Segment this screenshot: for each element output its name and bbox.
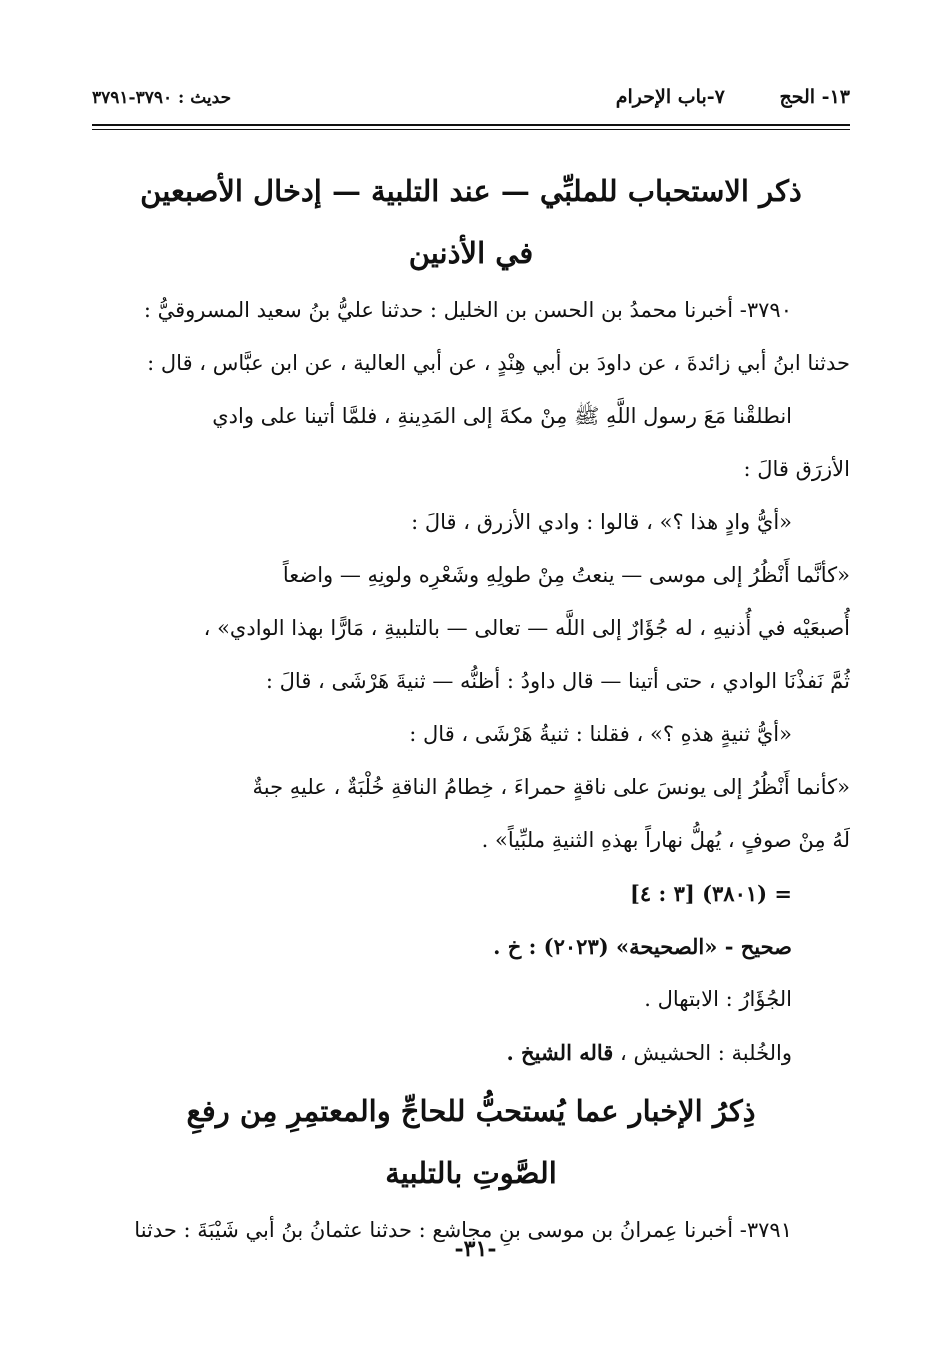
running-head-right — [616, 86, 850, 108]
gloss-line — [92, 1026, 850, 1080]
page-number: -٣١- — [454, 1236, 497, 1262]
gloss-text: والخُلبة : الحشيش ، — [613, 1041, 792, 1065]
isnad-line: ٣٧٩٠- أخبرنا محمدُ بن الحسن بن الخليل : حدثنا عليُّ بنُ سعيد المسروقيُّ : — [143, 298, 792, 322]
hadith-range: حديث : ٣٧٩٠-٣٧٩١ — [92, 88, 232, 108]
matn-line: لَهُ مِنْ صوفٍ ، يُهلُّ نهاراً بهذهِ الثنيةِ ملبِّياً» . — [481, 828, 850, 852]
matn-line: «أيُّ ثنيةٍ هذهِ ؟» ، فقلنا : ثنيةُ هَرْشَى ، قال : — [409, 722, 792, 746]
matn-line: الأزرَق قالَ : — [743, 457, 850, 481]
heading-line: في الأذنين — [408, 236, 534, 270]
header-rule-thin — [92, 129, 850, 130]
gloss-attribution: قاله الشيخ . — [506, 1040, 614, 1065]
cross-reference: = (٣٨٠١) [٣ : ٤] — [629, 881, 792, 906]
chapter-heading-2 — [92, 1080, 850, 1204]
page-body — [92, 160, 850, 1257]
running-head — [92, 86, 850, 120]
matn-line: أُصبعَيْه في أُذنيهِ ، له جُؤَارٌ إلى اللَّه — تعالى — بالتلبيةِ ، مَارًّا بهذا الوادي» ، — [203, 616, 850, 640]
isnad-line: حدثنا ابنُ أبي زائدةَ ، عن داودَ بن أبي هِنْدٍ ، عن أبي العالية ، عن ابن عبَّاس ، قال : — [147, 351, 850, 375]
grading-note: صحيح - «الصحيحة» (٢٠٢٣) : خ . — [493, 934, 792, 959]
heading-line: الصَّوتِ بالتلبية — [385, 1156, 557, 1190]
heading-line: ذِكرُ الإخبار عما يُستحبُّ للحاجِّ والمعتمِرِ مِن رفعِ — [186, 1094, 756, 1128]
matn-line: «كأنَّما أَنْظُرُ إلى موسى — ينعتُ مِنْ طولِهِ وشَعْرِه ولونِهِ — واضعاً — [282, 563, 850, 587]
matn-line: انطلقْنا مَعَ رسول اللَّهِ ﷺ مِنْ مكةَ إلى المَدِينةِ ، فلمَّا أتينا على وادي — [212, 404, 792, 428]
hadith-3790 — [92, 284, 850, 1080]
gloss-line: الجُؤَارُ : الابتهال . — [644, 987, 792, 1011]
matn-line: «كأنما أَنْظُرُ إلى يونسَ على ناقةٍ حمراءَ ، خِطامُ الناقةِ خُلْبَةٌ ، عليهِ جبةٌ — [252, 775, 850, 799]
header-rule — [92, 124, 850, 126]
chapter-heading-1 — [92, 160, 850, 284]
matn-line: ثُمَّ نَفذْنَا الوادي ، حتى أتينا — قال داودُ : أظنُّه — ثنيةَ هَرْشَى ، قالَ : — [265, 669, 850, 693]
heading-line: ذكر الاستحباب للملبِّي — عند التلبية — إدخال الأصبعين — [140, 174, 802, 208]
matn-line: «أيُّ وادٍ هذا ؟» ، قالوا : وادي الأزرق ، قالَ : — [411, 510, 792, 534]
isnad-line: ٣٧٩١- أخبرنا عِمرانُ بن موسى بنِ مجاشع : حدثنا عثمانُ بنُ أبي شَيْبَةَ : حدثنا — [134, 1218, 792, 1242]
section-title: ٧-باب الإحرام — [615, 86, 725, 108]
chapter-title: ١٣- الحج — [779, 86, 850, 108]
